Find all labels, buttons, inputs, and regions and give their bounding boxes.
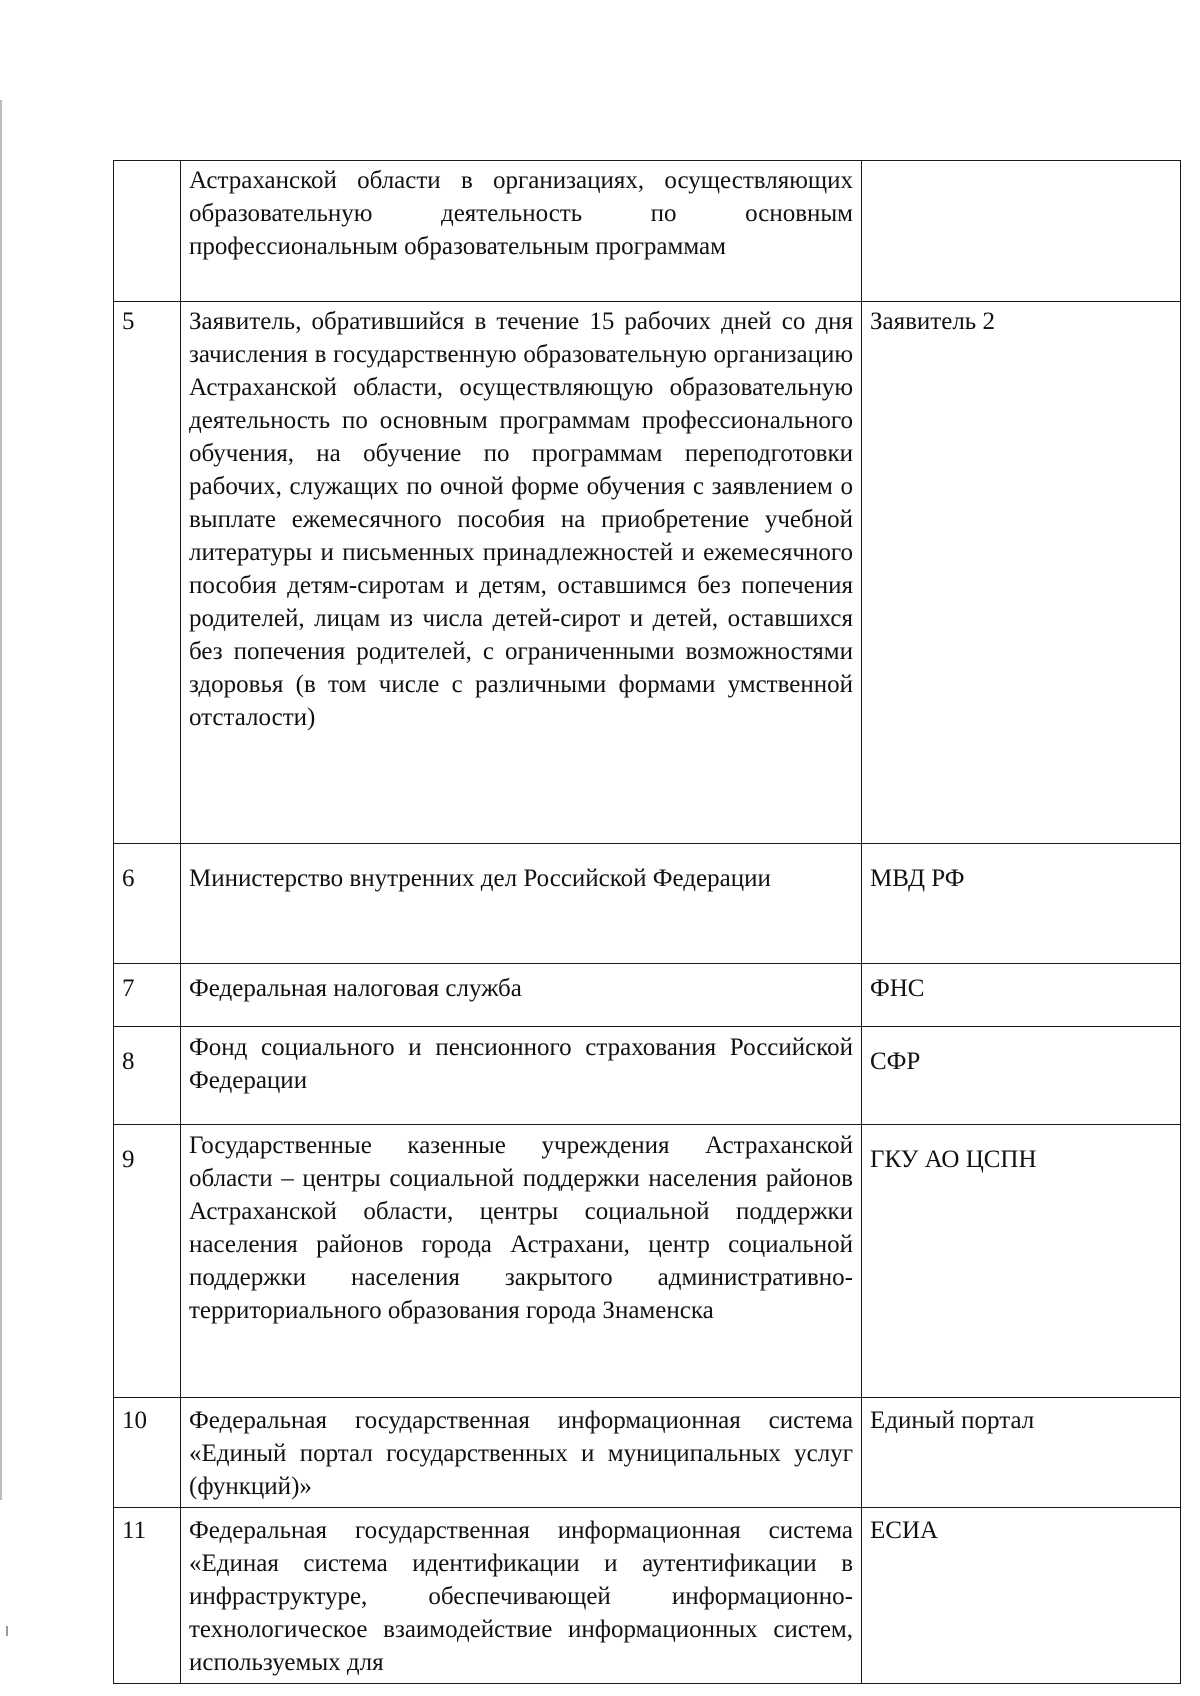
row-description: Федеральная государственная информационная система «Единая система идентификации и аутентификации в инфраструктуре, обеспечивающей информационно-технологическое взаимодействие информационных систем, используемых для	[181, 1508, 862, 1684]
row-description: Фонд социального и пенсионного страхования Российской Федерации	[181, 1027, 862, 1125]
row-description: Министерство внутренних дел Российской Федерации	[181, 844, 862, 964]
row-number: 7	[114, 964, 181, 1027]
row-number	[114, 161, 181, 302]
table-row	[114, 844, 1181, 964]
row-description: Федеральная налоговая служба	[181, 964, 862, 1027]
row-description: Государственные казенные учреждения Астраханской области – центры социальной поддержки населения районов Астраханской области, центры социальной поддержки населения районов города Астрахани, центр социальной поддержки населения закрытого административно-территориального образования города Знаменска	[181, 1125, 862, 1398]
row-abbreviation: ГКУ АО ЦСПН	[862, 1125, 1181, 1398]
table-row	[114, 1508, 1181, 1684]
row-description: Астраханской области в организациях, осуществляющих образовательную деятельность по основным профессиональным образовательным программам	[181, 161, 862, 302]
scan-edge-line	[0, 100, 2, 1500]
row-number: 8	[114, 1027, 181, 1125]
row-abbreviation	[862, 161, 1181, 302]
table-row	[114, 1027, 1181, 1125]
table-row	[114, 1125, 1181, 1398]
scan-speck	[6, 1626, 8, 1636]
participants-table	[113, 160, 1181, 1684]
row-abbreviation: МВД РФ	[862, 844, 1181, 964]
table-row	[114, 964, 1181, 1027]
row-number: 6	[114, 844, 181, 964]
row-abbreviation: ЕСИА	[862, 1508, 1181, 1684]
row-abbreviation: Заявитель 2	[862, 302, 1181, 844]
row-abbreviation: СФР	[862, 1027, 1181, 1125]
row-abbreviation: ФНС	[862, 964, 1181, 1027]
row-number: 10	[114, 1398, 181, 1508]
row-number: 9	[114, 1125, 181, 1398]
row-abbreviation: Единый портал	[862, 1398, 1181, 1508]
row-number: 5	[114, 302, 181, 844]
table-row	[114, 1398, 1181, 1508]
row-number: 11	[114, 1508, 181, 1684]
row-description: Заявитель, обратившийся в течение 15 рабочих дней со дня зачисления в государственную образовательную организацию Астраханской области, осуществляющую образовательную деятельность по основным программам профессионального обучения, на обучение по программам переподготовки рабочих, служащих по очной форме обучения с заявлением о выплате ежемесячного пособия на приобретение учебной литературы и письменных принадлежностей и ежемесячного пособия детям-сиротам и детям, оставшимся без попечения родителей, лицам из числа детей-сирот и детей, оставшихся без попечения родителей, с ограниченными возможностями здоровья (в том числе с различными формами умственной отсталости)	[181, 302, 862, 844]
table-row	[114, 161, 1181, 302]
table-row	[114, 302, 1181, 844]
row-description: Федеральная государственная информационная система «Единый портал государственных и муниципальных услуг (функций)»	[181, 1398, 862, 1508]
